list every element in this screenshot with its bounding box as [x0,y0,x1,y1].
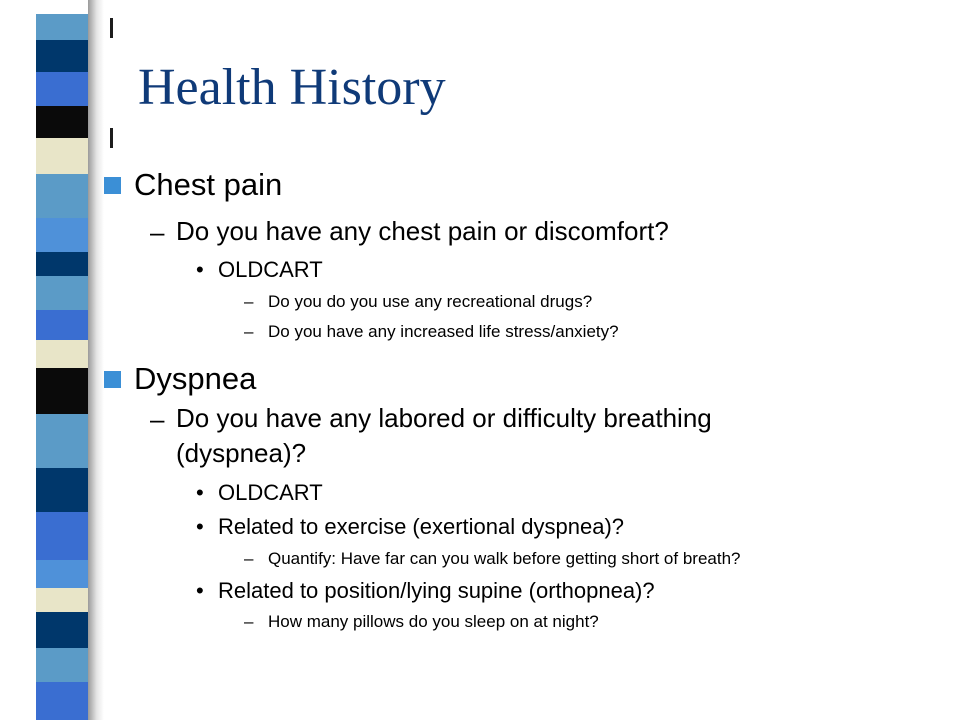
dash-bullet-icon: – [244,549,254,568]
dot-bullet-icon: • [196,257,204,282]
chest-pain-question: Do you have any chest pain or discomfort? [176,216,669,246]
stripe-block [36,40,88,72]
dot-bullet-icon: • [196,514,204,539]
stripe-block [36,174,88,218]
dyspnea-exercise: Related to exercise (exertional dyspnea)? [218,514,625,539]
square-bullet-icon [104,371,121,388]
dot-bullet-icon: • [196,578,204,603]
stripe-block [36,72,88,106]
chest-pain-oldcart: OLDCART [218,257,323,282]
square-bullet-icon [104,177,121,194]
stripe-block [36,252,88,276]
dash-bullet-icon: – [244,612,254,631]
dash-bullet-icon: – [150,404,165,434]
chest-pain-sub-stress: Do you have any increased life stress/anxiety? [268,322,619,341]
stripe-block [36,560,88,588]
stripe-shadow [88,0,104,720]
dyspnea-question-line2: (dyspnea)? [176,438,307,468]
section-heading-chest-pain: Chest pain [134,167,283,202]
stripe-block [36,14,88,40]
dyspnea-oldcart: OLDCART [218,480,323,505]
stripe-block [36,648,88,682]
divider-tick [110,18,113,38]
stripe-block [36,588,88,612]
section-heading-dyspnea: Dyspnea [134,361,257,396]
stripe-block [36,612,88,648]
dash-bullet-icon: – [244,292,254,311]
stripe-block [36,276,88,310]
stripe-block [36,512,88,560]
dash-bullet-icon: – [150,217,165,247]
stripe-block [36,340,88,368]
divider-tick [110,128,113,148]
dot-bullet-icon: • [196,480,204,505]
decorative-stripe [36,0,88,720]
stripe-block [36,310,88,340]
dyspnea-question-line1: Do you have any labored or difficulty breathing [176,403,712,433]
stripe-block [36,218,88,252]
dyspnea-quantify: Quantify: Have far can you walk before getting short of breath? [268,549,741,568]
stripe-block [36,682,88,720]
stripe-block [36,468,88,512]
chest-pain-sub-drugs: Do you do you use any recreational drugs? [268,292,593,311]
stripe-block [36,138,88,174]
dyspnea-position: Related to position/lying supine (orthopnea)? [218,578,655,603]
stripe-block [36,368,88,414]
slide-title: Health History [138,59,446,116]
stripe-block [36,106,88,138]
stripe-block [36,0,88,14]
dash-bullet-icon: – [244,322,254,341]
stripe-block [36,414,88,468]
dyspnea-pillows: How many pillows do you sleep on at night? [268,612,599,631]
